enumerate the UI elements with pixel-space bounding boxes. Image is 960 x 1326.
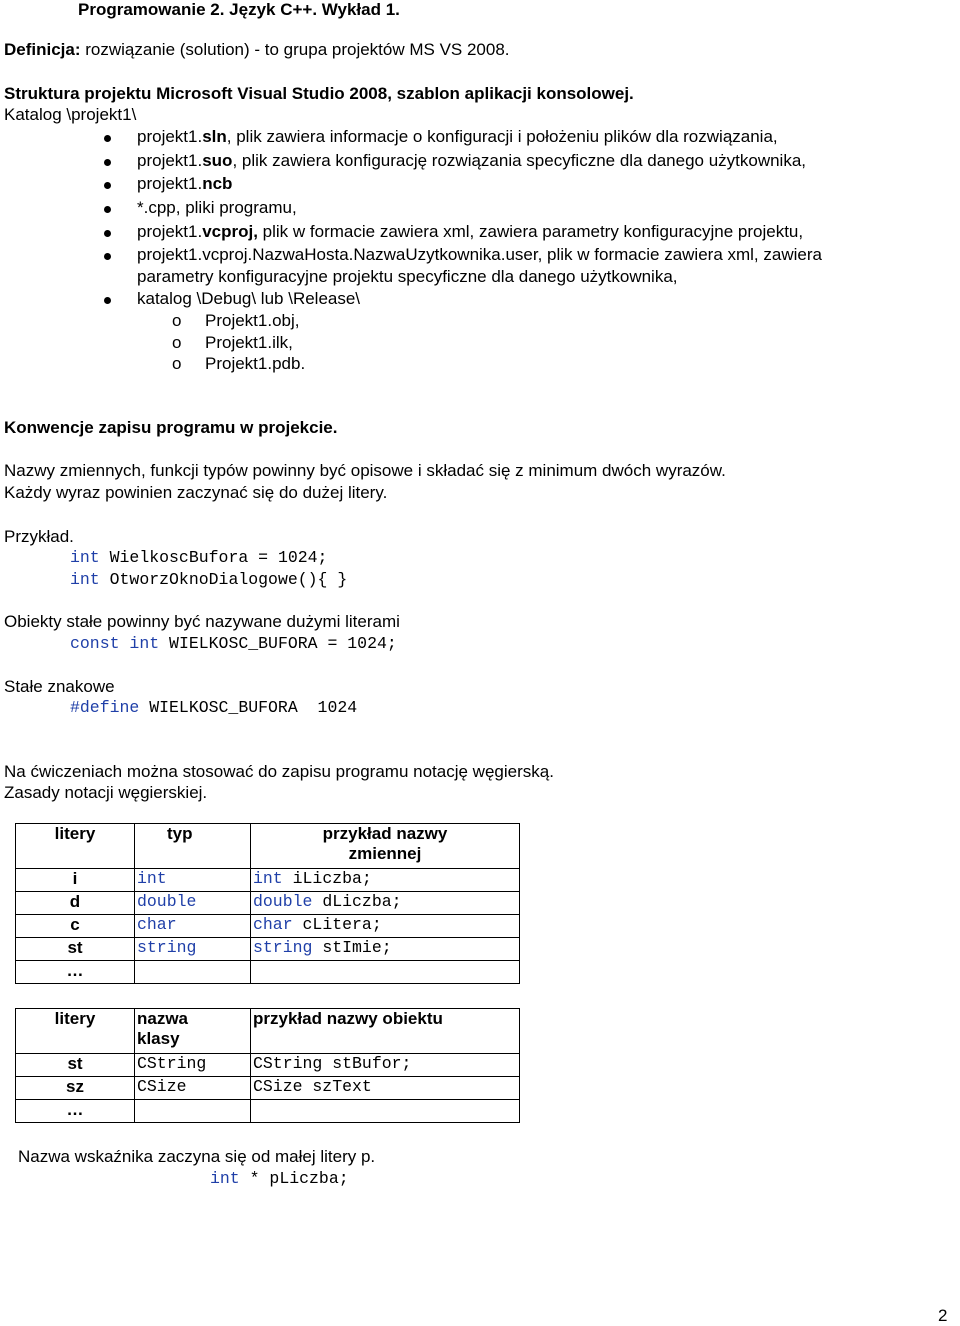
table-cell: CSize [135,1077,251,1100]
structure-heading: Struktura projektu Microsoft Visual Studio 2008, szablon aplikacji konsolowej. [4,84,634,103]
file-item: projekt1.suo, plik zawiera konfigurację rozwiązania specyficzne dla danego użytkownika, [137,151,807,170]
file-item: projekt1.vcproj.NazwaHosta.NazwaUzytkownika.user, plik w formacie zawiera xml, zawiera [137,245,822,264]
sub-marker: o [172,333,182,352]
conventions-paragraph: Nazwy zmiennych, funkcji typów powinny być opisowe i składać się z minimum dwóch wyrazów. [4,461,726,480]
sub-item: Projekt1.obj, [205,311,300,330]
sub-marker: o [172,311,182,330]
table-cell: … [16,1100,135,1123]
bullet-marker [104,159,111,166]
table-header: litery [16,1009,135,1054]
table-cell: double dLiczba; [251,892,520,915]
table-cell [251,1100,520,1123]
conventions-heading: Konwencje zapisu programu w projekcie. [4,418,338,437]
hungarian-paragraph: Zasady notacji węgierskiej. [4,783,208,802]
table-cell [135,961,251,984]
table-header: przykład nazwy zmiennej [251,824,520,869]
debug-line: katalog \Debug\ lub \Release\ [137,289,361,308]
table-header: przykład nazwy obiektu [251,1009,520,1054]
hungarian-types-table [15,823,520,984]
code-line: int OtworzOknoDialogowe(){ } [70,570,348,589]
table-cell: sz [16,1077,135,1100]
sub-item: Projekt1.pdb. [205,354,306,373]
table-cell: CString [135,1054,251,1077]
catalog-line: Katalog \projekt1\ [4,105,137,124]
table-cell: CString stBufor; [251,1054,520,1077]
file-item-continuation: parametry konfiguracyjne projektu specyficzne dla danego użytkownika, [137,267,678,286]
table-row [16,915,520,938]
table-row [16,869,520,892]
table-header-row [16,1009,520,1054]
code-line: int * pLiczba; [210,1169,349,1188]
table-cell: int [135,869,251,892]
hungarian-paragraph: Na ćwiczeniach można stosować do zapisu programu notację węgierską. [4,762,554,781]
table-cell: c [16,915,135,938]
table-cell: st [16,1054,135,1077]
table-cell: … [16,961,135,984]
definition-line [4,40,510,60]
table-cell: int iLiczba; [251,869,520,892]
bullet-marker [104,253,111,260]
page-title: Programowanie 2. Język C++. Wykład 1. [78,0,400,19]
table-cell [251,961,520,984]
table-header: litery [16,824,135,869]
table-cell: char cLitera; [251,915,520,938]
bullet-marker [104,230,111,237]
code-line: const int WIELKOSC_BUFORA = 1024; [70,634,397,653]
definition-text: rozwiązanie (solution) - to grupa projektów MS VS 2008. [80,40,510,59]
table-header: nazwa klasy [135,1009,251,1054]
file-item: projekt1.ncb [137,174,233,193]
table-cell: i [16,869,135,892]
table-row [16,1100,520,1123]
bullet-marker [104,135,111,142]
definition-label: Definicja: [4,40,81,59]
file-item: projekt1.vcproj, plik w formacie zawiera xml, zawiera parametry konfiguracyjne projektu, [137,222,804,241]
table-header: typ [135,824,251,869]
const-paragraph: Obiekty stałe powinny być nazywane dużymi literami [4,612,400,631]
table-cell: double [135,892,251,915]
hungarian-classes-table [15,1008,520,1123]
table-cell: string stImie; [251,938,520,961]
sub-marker: o [172,354,182,373]
table-cell: st [16,938,135,961]
table-row [16,1054,520,1077]
table-cell: CSize szText [251,1077,520,1100]
file-item: *.cpp, pliki programu, [137,198,297,217]
table-row [16,1077,520,1100]
code-line: #define WIELKOSC_BUFORA 1024 [70,698,358,717]
table-cell [135,1100,251,1123]
page-number: 2 [938,1306,948,1325]
bullet-marker [104,206,111,213]
conventions-paragraph: Każdy wyraz powinien zaczynać się do dużej litery. [4,483,388,502]
char-const-paragraph: Stałe znakowe [4,677,115,696]
bullet-marker [104,182,111,189]
table-cell: char [135,915,251,938]
sub-item: Projekt1.ilk, [205,333,293,352]
table-row [16,892,520,915]
table-cell: d [16,892,135,915]
code-line: int WielkoscBufora = 1024; [70,548,328,567]
file-item: projekt1.sln, plik zawiera informacje o konfiguracji i położeniu plików dla rozwiązania, [137,127,778,146]
table-row [16,961,520,984]
pointer-paragraph: Nazwa wskaźnika zaczyna się od małej litery p. [18,1147,376,1166]
example-label: Przykład. [4,527,74,546]
table-row [16,938,520,961]
bullet-marker [104,297,111,304]
table-cell: string [135,938,251,961]
table-header-row [16,824,520,869]
